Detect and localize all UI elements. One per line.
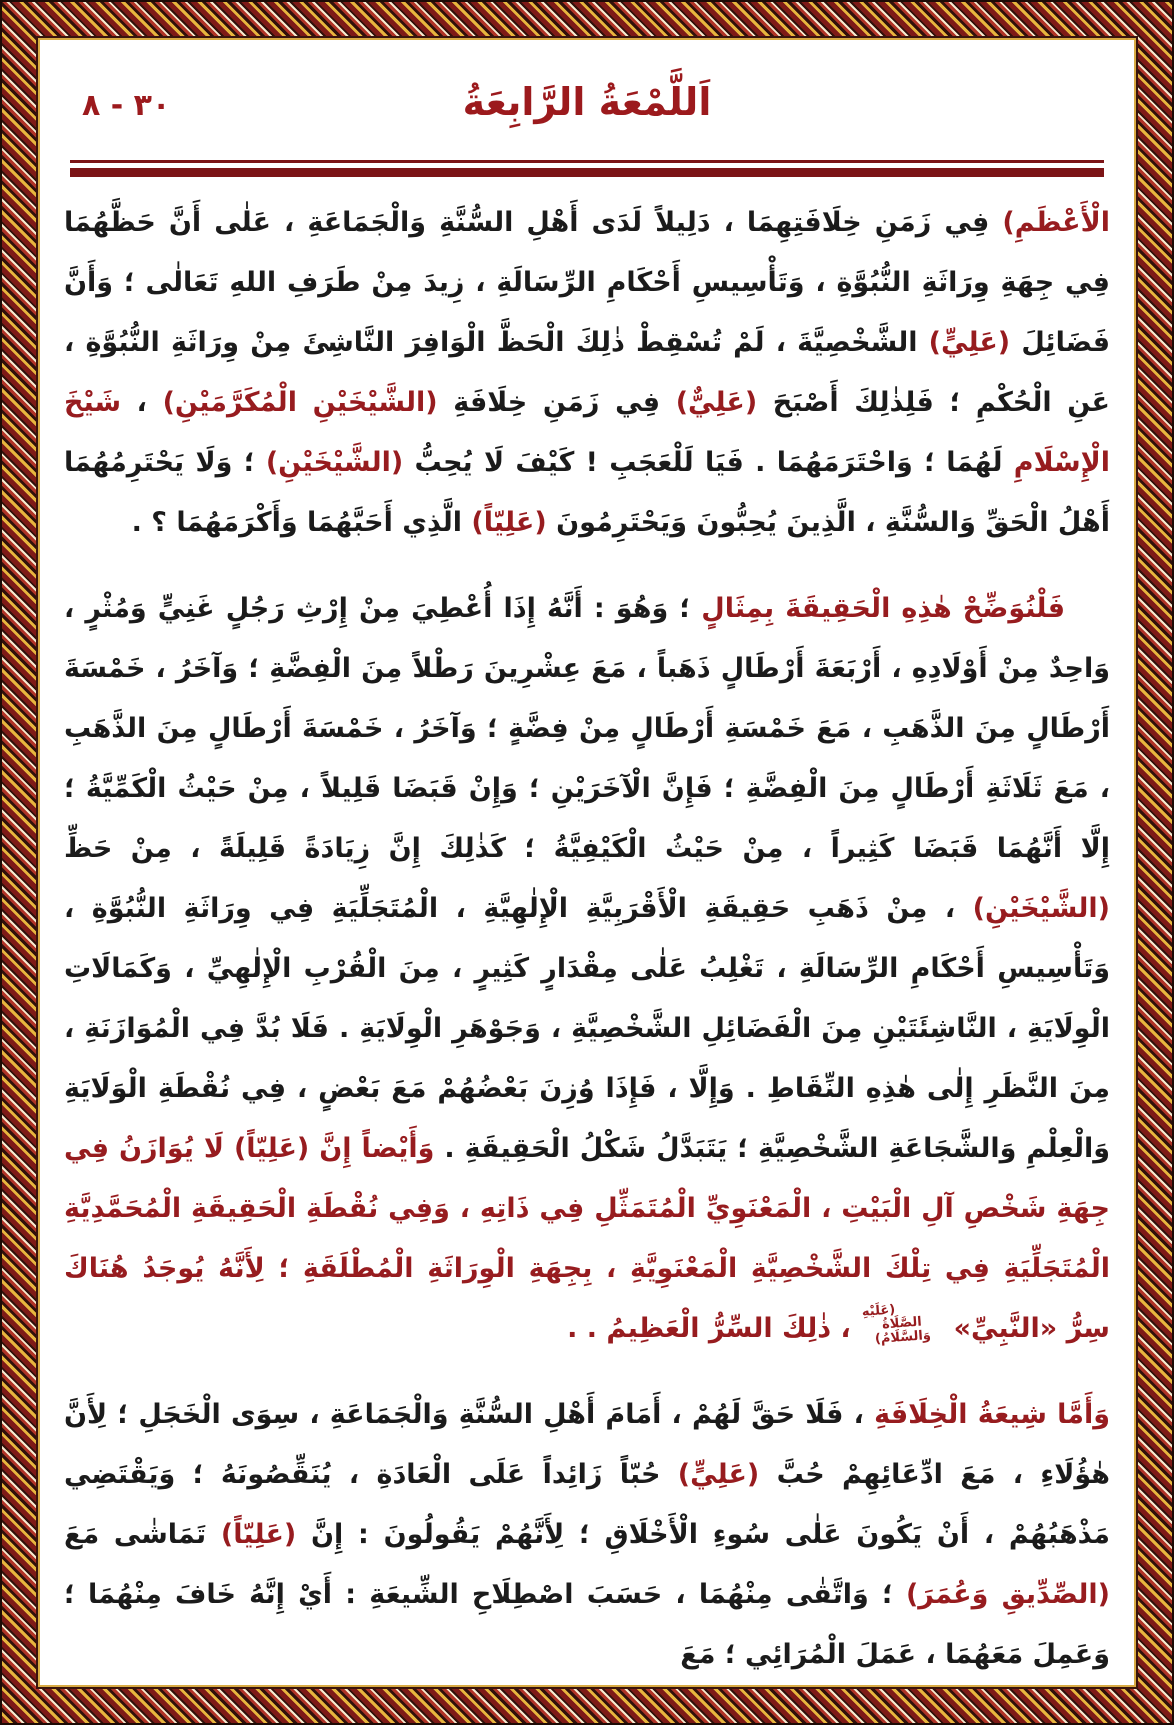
highlight-segment: وَأَيْضاً إِنَّ (عَلِيّاً) لَا يُوَازَنُ فِي جِهَةِ شَخْصِ آلِ الْبَيْتِ ، الْمَعْنَوِيِّ الْمُتَمَثِّلِ فِي ذَاتِهِ ، وَفِي نُقْطَةِ الْحَقِيقَةِ الْمُحَمَّدِيَّةِ الْمُتَجَلِّيَةِ فِي تِلْكَ الشَّخْصِيَّةِ الْمَعْنَوِيَّةِ ، بِجِهَةِ الْوِرَاثَةِ الْمُطْلَقَةِ ؛ لِأَنَّهُ يُوجَدُ هُنَاكَ سِرُّ «النَّبِيِّ» [64,1133,1110,1344]
text-segment: ؛ وَلَا يَحْتَرِمُهُمَا أَهْلُ الْحَقِّ وَالسُّنَّةِ ، الَّذِينَ يُحِبُّونَ وَيَحْتَرِمُونَ [64,447,1110,538]
page-header [64,80,1110,146]
highlight-segment: وَأَمَّا شِيعَةُ الْخِلَافَةِ [874,1399,1110,1430]
text-segment: فِي زَمَنِ خِلَافَةِ [437,387,676,418]
text-segment: ؛ وَهُوَ : أَنَّهُ إِذَا أُعْطِيَ مِنْ إِرْثِ رَجُلٍ غَنِيٍّ وَمُثْرٍ ، وَاحِدٌ مِنْ أَوْلَادِهِ ، أَرْبَعَةَ أَرْطَالٍ ذَهَباً ، مَعَ عِشْرِينَ رَطْلاً مِنَ الْفِضَّةِ ؛ وَآخَرُ ، خَمْسَةَ أَرْطَالٍ مِنَ الذَّهَبِ ، مَعَ خَمْسَةِ أَرْطَالٍ مِنْ فِضَّةٍ ؛ وَآخَرُ ، خَمْسَةَ أَرْطَالٍ مِنَ الذَّهَبِ ، مَعَ ثَلَاثَةِ أَرْطَالٍ مِنَ الْفِضَّةِ ؛ فَإِنَّ الْآخَرَيْنِ ؛ وَإِنْ قَبَضَا قَلِيلاً ، مِنْ حَيْثُ الْكَمِّيَّةُ ؛ إِلَّا أَنَّهُمَا قَبَضَا كَثِيراً ، مِنْ حَيْثُ الْكَيْفِيَّةُ ؛ كَذٰلِكَ إِنَّ زِيَادَةً قَلِيلَةً ، مِنْ حَظِّ [64,593,1110,864]
highlight-segment: (عَلِيٍّ) [677,1459,760,1490]
highlight-segment: (عَلِيّاً) [471,507,547,538]
highlight-segment: ، ذٰلِكَ السِّرُّ الْعَظِيمُ . . [567,1313,861,1344]
page-body [64,193,1110,1685]
page-number: ٣٠ - ٨ [82,88,171,123]
highlight-segment: (الشَّيْخَيْنِ) [972,893,1110,924]
highlight-segment: فَلْنُوَضِّحْ هٰذِهِ الْحَقِيقَةَ بِمِثَالٍ [701,593,1066,624]
text-segment: تَمَاشٰى مَعَ [64,1519,221,1550]
text-segment: لَهُمَا ؛ وَاحْتَرَمَهُمَا . فَيَا لَلْعَجَبِ ! كَيْفَ لَا يُحِبُّ [403,447,1014,478]
highlight-segment: (عَلِيٍّ) [928,327,1011,358]
text-segment: ، [121,387,163,418]
highlight-segment: (الشَّيْخَيْنِ) [265,447,404,478]
paragraph [64,1385,1110,1685]
header-rule-thin [70,160,1104,163]
text-segment: الشَّخْصِيَّةَ ، لَمْ تُسْقِطْ ذٰلِكَ الْحَظَّ الْوَافِرَ النَّاشِئَ مِنْ وِرَاثَةِ النُّبُوَّةِ ، عَنِ الْحُكْمِ ؛ فَلِذٰلِكَ أَصْبَحَ [64,327,1111,418]
highlight-segment: (عَلِيٌّ) [675,387,758,418]
paragraph [64,579,1110,1359]
highlight-segment: شَيْخَ الْإِسْلَامِ [64,387,1110,478]
highlight-segment: (الشَّيْخَيْنِ الْمُكَرَّمَيْنِ) [162,387,438,418]
page-title: اَللَّمْعَةُ الرَّابِعَةُ [462,80,712,124]
text-segment: ؛ وَاتَّقٰى مِنْهُمَا ، حَسَبَ اصْطِلَاحِ الشِّيعَةِ : أَيْ إِنَّهُ خَافَ مِنْهُمَا ؛ وَعَمِلَ مَعَهُمَا ، عَمَلَ الْمُرَائِي ؛ مَعَ [64,1579,1110,1670]
paragraph [64,193,1110,553]
highlight-segment: (عَلِيّاً) [220,1519,297,1550]
header-rule [70,160,1104,177]
highlight-segment: الْأَعْظَمِ) [989,207,1110,238]
text-segment: الَّذِي أَحَبَّهُمَا وَأَكْرَمَهُمَا ؟ . [131,507,472,538]
page-sheet [36,36,1138,1689]
honorific-seal: (عَلَيْهِ الصَّلَاةُ وَالسَّلَامُ) [861,1302,932,1347]
text-segment: ، فَلَا حَقَّ لَهُمْ ، أَمَامَ أَهْلِ السُّنَّةِ وَالْجَمَاعَةِ ، سِوَى الْخَجَلِ ؛ لِأَنَّ هٰؤُلَاءِ ، مَعَ ادِّعَائِهِمْ حُبَّ [64,1399,1110,1490]
text-segment: ، مِنْ ذَهَبِ حَقِيقَةِ الْأَقْرَبِيَّةِ الْإِلٰهِيَّةِ ، الْمُتَجَلِّيَةِ فِي وِرَاثَةِ النُّبُوَّةِ ، وَتَأْسِيسِ أَحْكَامِ الرِّسَالَةِ ، تَغْلِبُ عَلٰى مِقْدَارٍ كَثِيرٍ ، مِنَ الْقُرْبِ الْإِلٰهِيِّ ، وَكَمَالَاتِ الْوِلَايَةِ ، النَّاشِئَتَيْنِ مِنَ الْفَضَائِلِ الشَّخْصِيَّةِ ، وَجَوْهَرِ الْوِلَايَةِ . فَلَا بُدَّ فِي الْمُوَازَنَةِ ، مِنَ النَّظَرِ إِلٰى هٰذِهِ النِّقَاطِ . وَإِلَّا ، فَإِذَا وُزِنَ بَعْضُهُمْ مَعَ بَعْضٍ ، فِي نُقْطَةِ الْوَلَايَةِ وَالْعِلْمِ وَالشَّجَاعَةِ الشَّخْصِيَّةِ ؛ يَتَبَدَّلُ شَكْلُ الْحَقِيقَةِ . [64,893,1110,1164]
text-segment: فِي زَمَنِ خِلَافَتِهِمَا ، دَلِيلاً لَدَى أَهْلِ السُّنَّةِ وَالْجَمَاعَةِ ، عَلٰى أَنَّ حَظَّهُمَا فِي جِهَةِ وِرَاثَةِ النُّبُوَّةِ ، وَتَأْسِيسِ أَحْكَامِ الرِّسَالَةِ ، زِيدَ مِنْ طَرَفِ اللهِ تَعَالٰى ؛ وَأَنَّ فَضَائِلَ [64,207,1110,358]
highlight-segment: (الصِّدِّيقِ وَعُمَرَ) [905,1579,1110,1610]
text-segment: حُبّاً زَائِداً عَلَى الْعَادَةِ ، يُنَقِّصُونَهُ ؛ وَيَقْتَضِي مَذْهَبُهُمْ ، أَنْ يَكُونَ عَلٰى سُوءِ الْأَخْلَاقِ ؛ لِأَنَّهُمْ يَقُولُونَ : إِنَّ [64,1459,1110,1550]
header-rule-thick [70,168,1104,177]
